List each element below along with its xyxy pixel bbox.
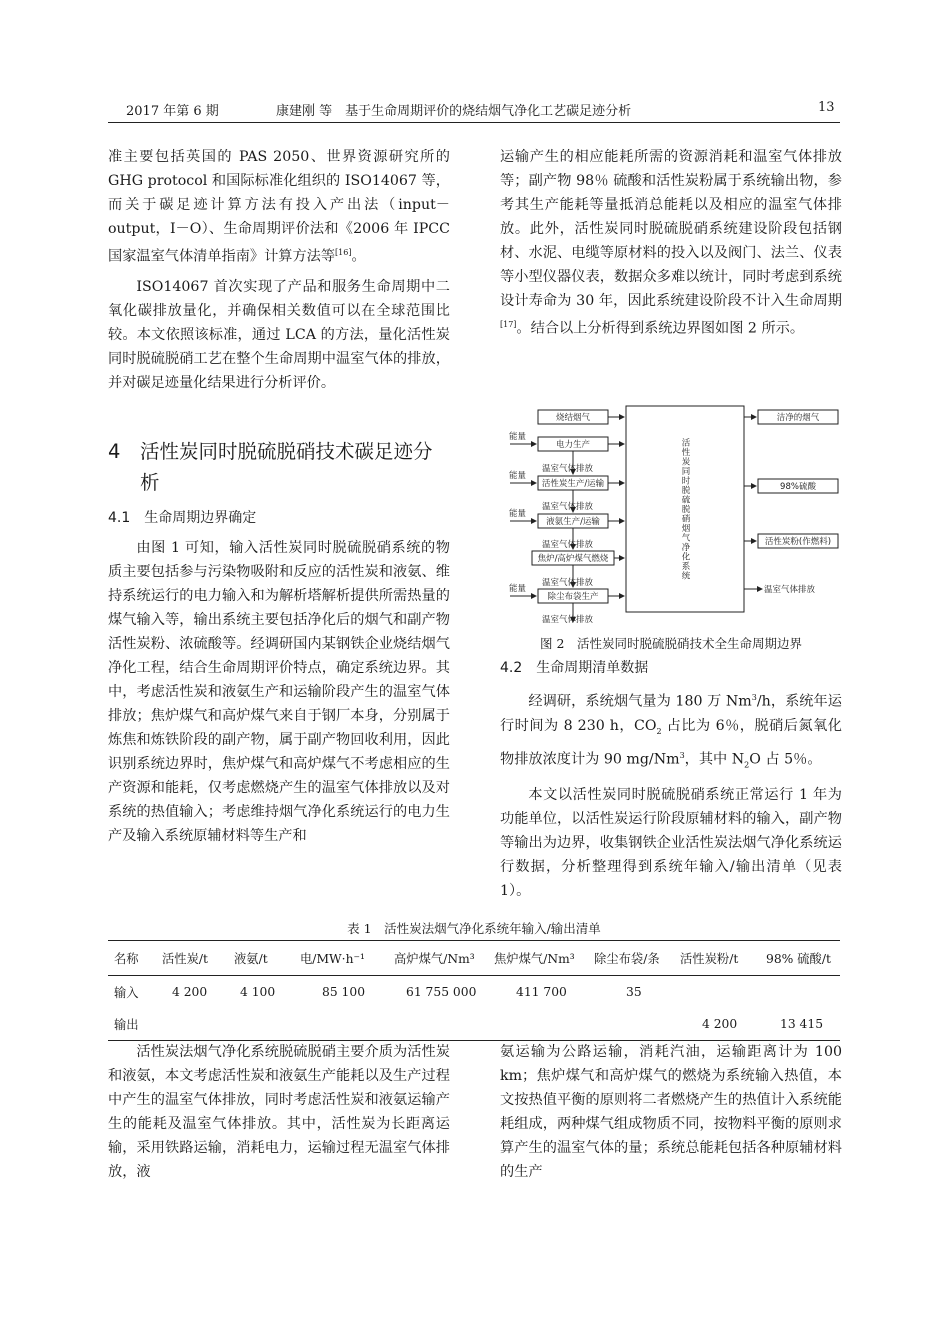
ghg-label: 温室气体排放: [542, 540, 594, 550]
paragraph: 本文以活性炭同时脱硫脱硝系统正常运行 1 年为功能单位，以活性炭运行阶段原辅材料的输入，副产物等输出为边界，收集钢铁企业活性炭法烟气净化系统运行数据，分析整理得到系统年输入/输出清单（见表 1）。: [500, 787, 842, 900]
output-label: 活性炭粉(作燃料): [764, 537, 832, 547]
section-heading: [108, 436, 450, 498]
ghg-label: 温室气体排放: [542, 578, 594, 588]
table-cell: 输入: [114, 986, 139, 1000]
table-cell: [234, 1008, 300, 1041]
table-cell: 411 700: [516, 985, 567, 999]
bottom-right-column: [500, 1040, 842, 1184]
input-label: 电力生产: [555, 440, 591, 450]
column-header: 焦炉煤气/Nm³: [494, 952, 575, 966]
paragraph: 经调研，系统烟气量为 180 万 Nm$^3$/h，系统年运行时间为 8 230 h，$CO_2$ 占比为 6％，脱硝后氮氧化物排放浓度计为 90 mg/Nm$^3$，其中 $N_2O$ 占 5％。: [500, 693, 842, 770]
output-label: 98%硫酸: [780, 482, 816, 492]
table-cell: [680, 976, 766, 1009]
ghg-label: 温室气体排放: [542, 615, 594, 625]
figure-caption: 图 2 活性炭同时脱硫脱硝技术全生命周期边界: [540, 636, 802, 651]
input-label: 焦炉/高炉煤气燃烧: [537, 554, 609, 564]
ghg-label: 温室气体排放: [542, 502, 594, 512]
table-cell: 13 415: [780, 1017, 824, 1031]
bottom-left-column: [108, 1040, 450, 1184]
subsection-heading: 4.1 生命周期边界确定: [108, 510, 257, 526]
energy-label: 能量: [509, 584, 527, 594]
table-header-row: [108, 941, 840, 976]
table-row: [108, 1008, 840, 1041]
output-label: 洁净的烟气: [776, 413, 820, 423]
paragraph: 活性炭法烟气净化系统脱硫脱硝主要介质为活性炭和液氨，本文考虑活性炭和液氨生产能耗以及生产过程中产生的温室气体排放，同时考虑活性炭和液氨运输产生的能耗及温室气体排放。其中，活性炭为长距离运输，采用铁路运输，消耗电力，运输过程无温室气体排放，液: [108, 1044, 450, 1180]
boundary-diagram: [500, 400, 842, 628]
table-cell: [162, 1008, 234, 1041]
input-label: 除尘布袋生产: [547, 592, 599, 602]
citation: [17]: [500, 320, 517, 329]
table-row: [108, 976, 840, 1009]
header-issue: 2017 年第 6 期: [126, 104, 219, 119]
paragraph: ISO14067 首次实现了产品和服务生命周期中二氧化碳排放量化，并确保相关数值可以在全球范围比较。本文依照该标准，通过 LCA 的方法，量化活性炭同时脱硫脱硝工艺在整个生命周期中温室气体的排放，并对碳足迹量化结果进行分析评价。: [108, 278, 450, 391]
left-column-body: [108, 506, 450, 848]
column-header: 活性炭粉/t: [680, 952, 739, 966]
table-cell: 61 755 000: [406, 985, 477, 999]
subsection-heading: 4.2 生命周期清单数据: [500, 660, 649, 676]
table-cell: [300, 1008, 394, 1041]
energy-label: 能量: [509, 471, 527, 481]
inventory-table: [108, 940, 840, 1041]
input-label: 液氨生产/运输: [546, 517, 600, 527]
column-header: 液氨/t: [234, 952, 268, 966]
table-cell: [766, 976, 840, 1009]
paragraph: 由图 1 可知，输入活性炭同时脱硫脱硝系统的物质主要包括参与污染物吸附和反应的活性炭和液氨、维持系统运行的电力输入和为解析塔解析提供所需热量的煤气输入等，输出系统主要包括净化后的烟气和副产物活性炭粉、浓硫酸等。经调研国内某钢铁企业烧结烟气净化工程，结合生命周期评价特点，确定系统边界。其中，考虑活性炭和液氨生产和运输阶段产生的温室气体排放；焦炉煤气和高炉煤气来自于钢厂本身，分别属于炼焦和炼铁阶段的副产物，属于副产物回收利用，因此识别系统边界时，焦炉煤气和高炉煤气不考虑相应的生产资源和能耗，仅考虑燃烧产生的温室气体排放以及对系统的热值输入；考虑维持烟气净化系统运行的电力生产及输入系统原辅材料等生产和: [108, 540, 450, 844]
header-title: 康建刚 等 基于生命周期评价的烧结烟气净化工艺碳足迹分析: [276, 104, 632, 119]
table-cell: 35: [626, 985, 642, 999]
table-cell: 输出: [114, 1018, 139, 1032]
column-header: 98% 硫酸/t: [766, 952, 831, 966]
input-label: 烧结烟气: [555, 413, 591, 423]
table-cell: 85 100: [322, 985, 366, 999]
table-cell: 4 200: [702, 1017, 738, 1031]
table-cell: [494, 1008, 594, 1041]
input-label: 活性炭生产/运输: [541, 479, 605, 489]
citation: [16]: [335, 248, 352, 257]
ghg-label: 温室气体排放: [542, 464, 594, 474]
energy-label: 能量: [509, 432, 527, 442]
header-page-number: 13: [818, 100, 835, 115]
paragraph: 氨运输为公路运输，消耗汽油，运输距离计为 100 km；焦炉煤气和高炉煤气的燃烧为系统输入热值，本文按热值平衡的原则将二者燃烧产生的热值计入系统能耗组成，两种煤气组成物质不同，按物料平衡的原则求算产生的温室气体的量；系统总能耗包括各种原辅材料的生产: [500, 1044, 842, 1180]
column-header: 名称: [114, 952, 139, 966]
column-header: 电/MW·h⁻¹: [300, 952, 365, 966]
energy-label: 能量: [509, 509, 527, 519]
right-column-body: [500, 656, 842, 903]
table-cell: 4 200: [172, 985, 208, 999]
right-column-top: [500, 145, 842, 341]
section-number: 4: [108, 440, 121, 463]
left-column-top: [108, 145, 450, 395]
column-header: 高炉煤气/Nm³: [394, 952, 475, 966]
table-caption: 表 1 活性炭法烟气净化系统年输入/输出清单: [347, 921, 601, 936]
section-title: 活性炭同时脱硫脱硝技术碳足迹分析: [140, 440, 433, 494]
system-label: 活性炭同时脱硫脱硝烟气净化系统: [680, 438, 690, 581]
column-header: 除尘布袋/条: [594, 952, 660, 966]
column-header: 活性炭/t: [162, 952, 208, 966]
table-cell: 4 100: [240, 985, 276, 999]
output-ghg-label: 温室气体排放: [764, 585, 816, 595]
paragraph: 准主要包括英国的 PAS 2050、世界资源研究所的 GHG protocol 和国际标准化组织的 ISO14067 等，而关于碳足迹计算方法有投入产出法（input－output，I－O）、生命周期评价法和《2006 年 IPCC 国家温室气体清单指南》计算方法等[16]。: [108, 149, 450, 265]
header-rule: [108, 122, 840, 123]
paragraph: 运输产生的相应能耗所需的资源消耗和温室气体排放等；副产物 98％ 硫酸和活性炭粉属于系统输出物，参考其生产能耗等量抵消总能耗以及相应的温室气体排放。此外，活性炭同时脱硫脱硝系统建设阶段包括钢材、水泥、电缆等原材料的投入以及阀门、法兰、仪表等小型仪器仪表，数据众多难以统计，同时考虑到系统设计寿命为 30 年，因此系统建设阶段不计入生命周期[17]。结合以上分析得到系统边界图如图 2 所示。: [500, 149, 842, 337]
table-cell: [394, 1008, 494, 1041]
table-cell: [594, 1008, 680, 1041]
